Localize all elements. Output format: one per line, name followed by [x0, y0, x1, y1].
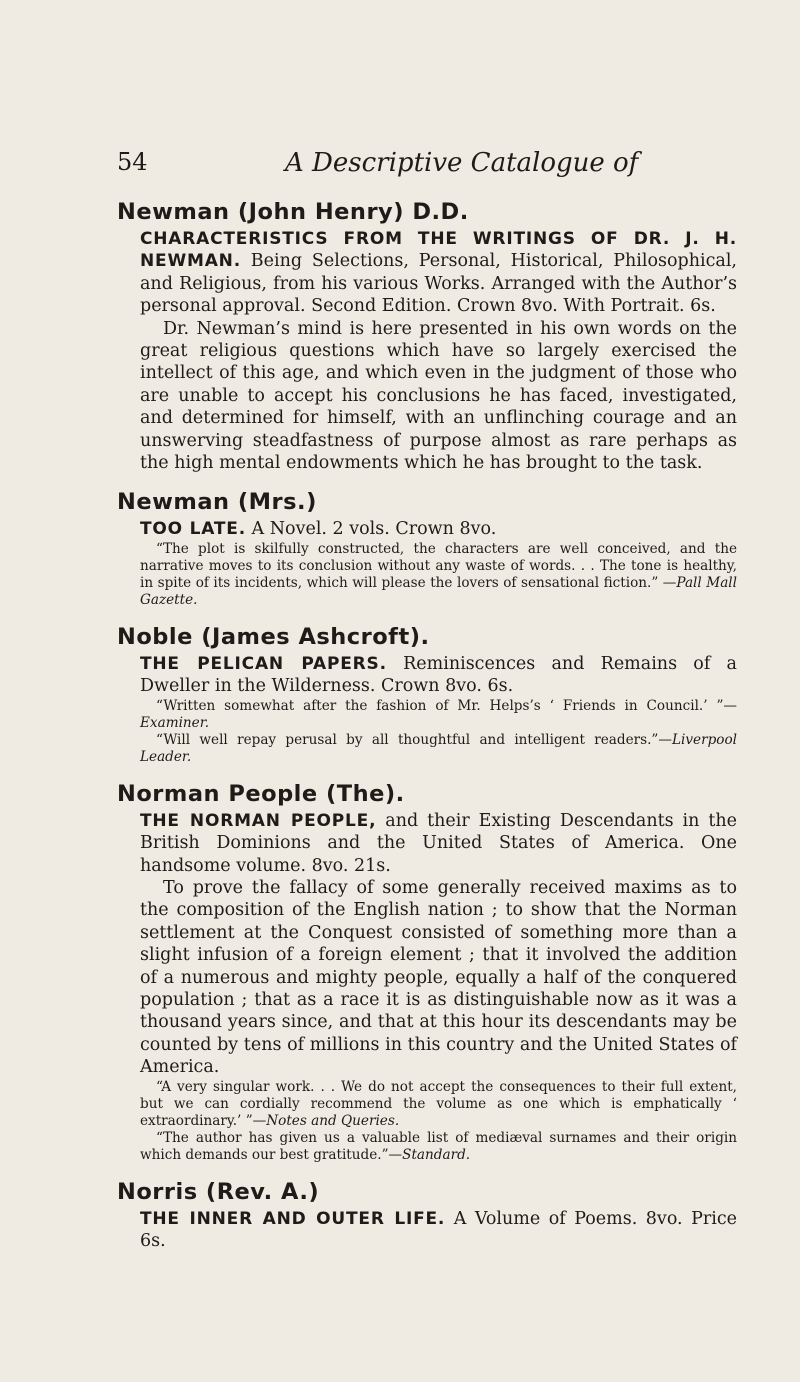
book-title: TOO LATE. — [140, 519, 246, 540]
review-quote — [140, 732, 737, 766]
book-note: Dr. Newman’s mind is here presented in his own words on the great religious questions which have so largely exercised the intellect of this age, and which even in the judgment of those who are unable to accept his conclusions he has faced, investigated, and determined for himself, with an unflinching courage and an unswerving steadfastness of purpose almost as rare perhaps as the high mental endowments which he has brought to the task. — [140, 318, 737, 474]
book-block — [140, 810, 737, 1164]
book-details: Reminiscences and Remains of a Dweller in the Wilderness. Crown 8vo. 6s. — [140, 653, 737, 697]
review-source: Notes and Queries. — [266, 1112, 400, 1129]
review-quote — [140, 698, 737, 732]
review-source: Pall Mall Gazette. — [140, 574, 737, 608]
author-heading: Norris (Rev. A.) — [117, 1178, 320, 1205]
book-block — [140, 228, 737, 474]
catalogue-entry — [117, 780, 737, 1164]
book-description — [140, 810, 737, 877]
review-text: “Written somewhat after the fashion of Mr. Helps’s ‘ Friends in Council.’ ”— — [156, 697, 737, 714]
book-title: THE PELICAN PAPERS. — [140, 653, 387, 674]
book-title: THE NORMAN PEOPLE, — [140, 810, 377, 831]
book-description — [140, 1208, 737, 1253]
book-details: A Novel. 2 vols. Crown 8vo. — [251, 519, 497, 540]
book-block — [140, 653, 737, 766]
review-text: “The author has given us a valuable list of mediæval surnames and their origin which demands our best gratitude.”— — [140, 1129, 737, 1163]
review-quote — [140, 1079, 737, 1130]
review-text: “A very singular work. . . We do not accept the consequences to their full extent, but we can cordially recommend the volume as one which is emphatically ‘ extraordinary.’ ”— — [140, 1078, 737, 1129]
book-note: To prove the fallacy of some generally received maxims as to the composition of the English nation ; to show that the Norman settlement at the Conquest consisted of something more than a slight infusion of a foreign element ; that it involved the addition of a numerous and mighty people, equally a half of the conquered population ; that as a race it is as distinguishable now as it was a thousand years since, and that at this hour its descendants may be counted by tens of millions in this country and the United States of America. — [140, 877, 737, 1078]
author-heading: Newman (John Henry) D.D. — [117, 199, 469, 225]
author-heading: Newman (Mrs.) — [117, 489, 317, 516]
review-source: Liverpool Leader. — [140, 731, 737, 765]
book-block — [140, 1208, 737, 1253]
page-number: 54 — [117, 148, 148, 176]
catalogue-entry — [117, 1178, 737, 1253]
book-details: Being Selections, Personal, Historical, Philosophical, and Religious, from his various Works. Arranged with the Author’s personal approval. Second Edition. Crown 8vo. With Portrait. 6s. — [140, 251, 737, 317]
book-details: A Volume of Poems. 8vo. Price 6s. — [140, 1208, 737, 1251]
review-source: Examiner. — [140, 714, 210, 731]
book-description — [140, 653, 737, 698]
review-text: “The plot is skilfully constructed, the characters are well conceived, and the narrative moves to its conclusion without any waste of words. . . The tone is healthy, in spite of its incidents, which will please the lovers of sensational fiction.” — — [140, 540, 737, 591]
review-quote — [140, 1130, 737, 1164]
book-description — [140, 228, 737, 318]
book-block — [140, 518, 737, 608]
review-quote — [140, 541, 737, 609]
catalogue-entries — [117, 198, 737, 1266]
book-title: THE INNER AND OUTER LIFE. — [140, 1208, 446, 1229]
catalogue-entry — [117, 198, 737, 474]
review-text: “Will well repay perusal by all thoughtful and intelligent readers.”— — [156, 731, 672, 748]
book-description — [140, 518, 737, 540]
catalogue-entry — [117, 623, 737, 766]
author-heading: Noble (James Ashcroft). — [117, 623, 430, 650]
catalogue-entry — [117, 488, 737, 608]
review-source: Standard. — [402, 1146, 471, 1163]
header-title: A Descriptive Catalogue of — [285, 148, 639, 178]
running-head — [117, 148, 717, 178]
author-heading: Norman People (The). — [117, 780, 405, 807]
book-title: CHARACTERISTICS FROM THE WRITINGS OF DR. J. H. NEWMAN. — [140, 229, 737, 272]
book-details: and their Existing Descendants in the British Dominions and the United States of America. One handsome volume. 8vo. 21s. — [140, 810, 737, 876]
